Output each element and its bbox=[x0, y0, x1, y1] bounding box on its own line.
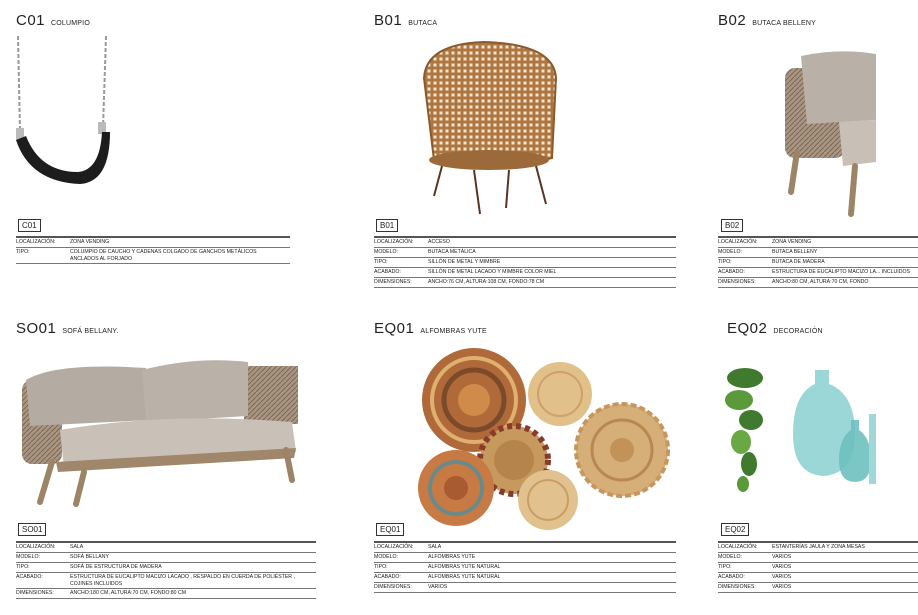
spec-table bbox=[16, 541, 316, 599]
spec-table bbox=[374, 541, 676, 593]
spec-row bbox=[718, 573, 918, 583]
item-name: COLUMPIO bbox=[51, 20, 90, 27]
spec-key: ACABADO: bbox=[374, 574, 401, 580]
spec-value: VARIOS bbox=[772, 564, 792, 570]
spec-row bbox=[718, 248, 918, 258]
spec-row bbox=[718, 563, 918, 573]
spec-key: MODELO: bbox=[374, 554, 398, 560]
spec-value: VARIOS bbox=[772, 584, 792, 590]
spec-value: ESTRUCTURA DE EUCALIPTO MACIZO LA... INCLUIDOS bbox=[772, 269, 910, 275]
spec-row bbox=[16, 553, 316, 563]
spec-row bbox=[374, 248, 676, 258]
spec-row bbox=[718, 278, 918, 288]
spec-row bbox=[718, 238, 918, 248]
spec-table bbox=[718, 236, 918, 288]
spec-value: ZONA VENDING bbox=[70, 239, 110, 245]
spec-table bbox=[16, 236, 290, 264]
spec-key: DIMENSIONES: bbox=[374, 584, 412, 590]
spec-row bbox=[16, 248, 290, 264]
item-tag: B01 bbox=[376, 219, 398, 232]
spec-value: BUTACA BELLENY bbox=[772, 249, 818, 255]
spec-row bbox=[16, 543, 316, 553]
spec-key: DIMENSIONES: bbox=[16, 590, 54, 596]
spec-row bbox=[374, 258, 676, 268]
item-code: C01 bbox=[16, 12, 46, 29]
spec-key: MODELO: bbox=[374, 249, 398, 255]
spec-value: SOFÁ DE ESTRUCTURA DE MADERA bbox=[70, 564, 162, 570]
spec-row bbox=[374, 278, 676, 288]
armchair-image bbox=[414, 38, 564, 218]
spec-value: SILLÓN DE METAL LACADO Y MIMBRE COLOR MIEL bbox=[428, 269, 557, 275]
spec-value: ALFOMBRAS YUTE bbox=[428, 554, 476, 560]
spec-value: ANCHO:180 CM, ALTURA:70 CM, FONDO:80 CM bbox=[70, 590, 187, 596]
spec-row bbox=[374, 238, 676, 248]
spec-row bbox=[374, 553, 676, 563]
spec-value: VARIOS bbox=[428, 584, 448, 590]
spec-value: SALA bbox=[428, 544, 442, 550]
spec-row bbox=[374, 543, 676, 553]
spec-value: ALFOMBRAS YUTE NATURAL bbox=[428, 574, 501, 580]
item-tag: B02 bbox=[721, 219, 743, 232]
spec-row bbox=[16, 589, 316, 599]
spec-value: ESTRUCTURA DE EUCALIPTO MACIZO LACADO , RESPALDO EN CUERDA DE POLIÉSTER , COJINES INCLUIDOS bbox=[70, 574, 295, 587]
item-name: BUTACA bbox=[408, 20, 438, 27]
spec-row bbox=[718, 258, 918, 268]
right-column bbox=[715, 0, 910, 615]
spec-value: ESTANTERÍAS JAULA Y ZONA MESAS bbox=[772, 544, 865, 550]
spec-row bbox=[16, 573, 316, 589]
jute-rugs-image bbox=[414, 348, 676, 534]
spec-value: VARIOS bbox=[772, 574, 792, 580]
spec-key: DIMENSIONES: bbox=[374, 279, 412, 285]
item-tag: SO01 bbox=[18, 523, 46, 536]
spec-row bbox=[718, 583, 918, 593]
belleny-armchair-image bbox=[779, 42, 876, 218]
spec-row bbox=[374, 583, 676, 593]
item-name: ALFOMBRAS YUTE bbox=[420, 328, 487, 335]
swing-image bbox=[10, 32, 120, 192]
spec-key: ACABADO: bbox=[374, 269, 401, 275]
item-tag: EQ02 bbox=[721, 523, 749, 536]
spec-key: TIPO: bbox=[718, 259, 732, 265]
item-name: BUTACA BELLENY bbox=[752, 20, 816, 27]
spec-key: TIPO: bbox=[374, 564, 388, 570]
card-header bbox=[374, 320, 487, 338]
spec-key: DIMENSIONES: bbox=[718, 584, 756, 590]
item-code: B02 bbox=[718, 12, 747, 29]
spec-key: LOCALIZACIÓN: bbox=[16, 239, 56, 245]
spec-row bbox=[718, 553, 918, 563]
item-name: DECORACIÓN bbox=[773, 328, 823, 335]
spec-row bbox=[374, 268, 676, 278]
item-code: B01 bbox=[374, 12, 403, 29]
spec-table bbox=[718, 541, 918, 593]
spec-value: BUTACA METÁLICA bbox=[428, 249, 476, 255]
spec-key: LOCALIZACIÓN: bbox=[718, 544, 758, 550]
spec-key: LOCALIZACIÓN: bbox=[374, 544, 414, 550]
item-code: EQ02 bbox=[727, 320, 768, 337]
spec-value: ANCHO:80 CM, ALTURA:70 CM, FONDO bbox=[772, 279, 869, 285]
spec-key: ACABADO: bbox=[718, 574, 745, 580]
card-header bbox=[718, 12, 816, 30]
item-code: SO01 bbox=[16, 320, 57, 337]
item-tag: EQ01 bbox=[376, 523, 404, 536]
spec-key: TIPO: bbox=[16, 249, 30, 255]
spec-key: MODELO: bbox=[16, 554, 40, 560]
spec-value: COLUMPIO DE CAUCHO Y CADENAS COLGADO DE GANCHOS METÁLICOS ANCLADOS AL FORJADO bbox=[70, 249, 257, 262]
item-tag: C01 bbox=[18, 219, 41, 232]
spec-value: SILLÓN DE METAL Y MIMBRE bbox=[428, 259, 501, 265]
card-header bbox=[16, 320, 119, 338]
spec-key: ACABADO: bbox=[16, 574, 43, 580]
spec-value: SOFÁ BELLANY bbox=[70, 554, 109, 560]
spec-key: ACABADO: bbox=[718, 269, 745, 275]
spec-row bbox=[718, 543, 918, 553]
spec-value: ALFOMBRAS YUTE NATURAL bbox=[428, 564, 501, 570]
card-header bbox=[727, 320, 823, 338]
spec-value: VARIOS bbox=[772, 554, 792, 560]
spec-value: SALA bbox=[70, 544, 84, 550]
item-code: EQ01 bbox=[374, 320, 415, 337]
spec-row bbox=[16, 238, 290, 248]
item-name: SOFÁ BELLANY. bbox=[62, 328, 119, 335]
spec-key: MODELO: bbox=[718, 249, 742, 255]
spec-table bbox=[374, 236, 676, 288]
spec-value: ZONA VENDING bbox=[772, 239, 812, 245]
spec-value: BUTACA DE MADERA bbox=[772, 259, 825, 265]
spec-key: MODELO: bbox=[718, 554, 742, 560]
spec-key: TIPO: bbox=[718, 564, 732, 570]
card-header bbox=[374, 12, 437, 30]
spec-row bbox=[374, 573, 676, 583]
decoration-image bbox=[719, 364, 876, 500]
spec-key: LOCALIZACIÓN: bbox=[374, 239, 414, 245]
spec-key: DIMENSIONES: bbox=[718, 279, 756, 285]
spec-key: TIPO: bbox=[16, 564, 30, 570]
spec-value: ACCESO bbox=[428, 239, 450, 245]
spec-key: LOCALIZACIÓN: bbox=[16, 544, 56, 550]
spec-value: ANCHO:76 CM, ALTURA:108 CM, FONDO:78 CM bbox=[428, 279, 545, 285]
card-header bbox=[16, 12, 90, 30]
spec-key: TIPO: bbox=[374, 259, 388, 265]
spec-row bbox=[718, 268, 918, 278]
spec-key: LOCALIZACIÓN: bbox=[718, 239, 758, 245]
spec-row bbox=[374, 563, 676, 573]
sofa-image bbox=[16, 352, 306, 512]
spec-row bbox=[16, 563, 316, 573]
